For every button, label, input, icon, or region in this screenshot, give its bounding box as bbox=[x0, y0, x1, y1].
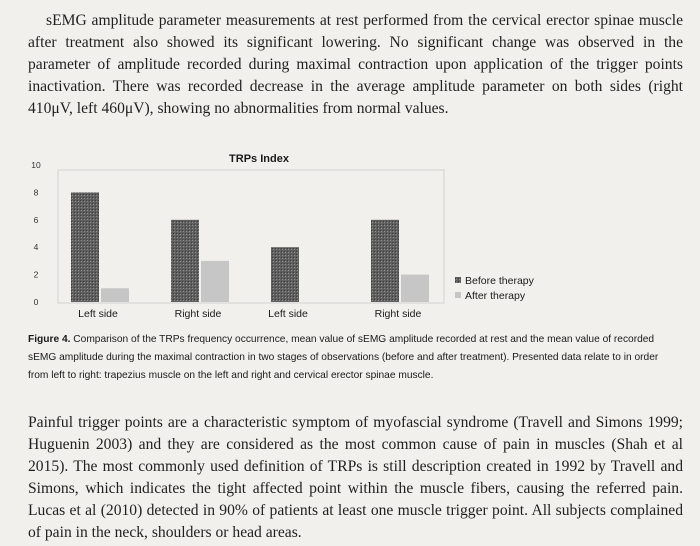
figure-caption bbox=[28, 331, 678, 385]
y-tick-label: 10 bbox=[31, 160, 41, 170]
legend-label: Before therapy bbox=[465, 275, 534, 287]
paragraph-bottom: Painful trigger points are a characteristic symptom of myofascial syndrome (Travell and Simons 1999; Huguenin 2003) and they are considered as the most common cause of pain in muscles (Shah et al 2015). The most commonly used definition of TRPs is still description created in 1992 by Travell and Simons, which indicates the tight affected point within the muscle fibers, causing the referred pain. Lucas et al (2010) detected in 90% of patients at least one muscle trigger point. All subjects complained of pain in the neck, shoulders or head areas. bbox=[28, 414, 683, 541]
bar-before-therapy bbox=[171, 220, 199, 302]
bar-before-therapy bbox=[71, 192, 99, 302]
bar-after-therapy bbox=[401, 275, 429, 302]
y-tick-label: 0 bbox=[33, 297, 39, 307]
figure-label: Figure 4. bbox=[28, 334, 71, 345]
chart-title: TRPs Index bbox=[229, 153, 289, 165]
legend-swatch-before bbox=[455, 277, 461, 283]
legend-swatch-after bbox=[455, 292, 461, 298]
x-category-label: Left side bbox=[78, 308, 118, 320]
bar-before-therapy bbox=[371, 220, 399, 302]
x-category-label: Right side bbox=[174, 308, 222, 320]
legend-label: After therapy bbox=[465, 290, 526, 302]
bar-before-therapy bbox=[271, 247, 299, 302]
bar-after-therapy bbox=[101, 288, 129, 302]
x-category-label: Left side bbox=[268, 308, 308, 320]
y-tick-label: 2 bbox=[33, 269, 39, 280]
paragraph-top: sEMG amplitude parameter measurements at rest performed from the cervical erector spinae muscle after treatment also showed its significant lowering. No significant change was observed in the parameter of amplitude recorded during maximal contraction upon application of the trigger points inactivation. There was recorded decrease in the average amplitude parameter on both sides (right 410μV, left 460μV), showing no abnormalities from normal values. bbox=[28, 12, 683, 117]
x-category-label: Right side bbox=[374, 308, 422, 320]
bar-after-therapy bbox=[201, 261, 229, 302]
y-tick-label: 8 bbox=[33, 187, 39, 198]
y-tick-label: 4 bbox=[33, 242, 39, 253]
y-tick-label: 6 bbox=[33, 214, 39, 225]
figure-caption-text: Comparison of the TRPs frequency occurrence, mean value of sEMG amplitude recorded at rest and the mean value of recorded sEMG amplitude during the maximal contraction in two stages of observations (before and after treatment). Presented data relate to in order from left to right: trapezius muscle on the left and right and cervical erector spinae muscle. bbox=[28, 334, 659, 381]
